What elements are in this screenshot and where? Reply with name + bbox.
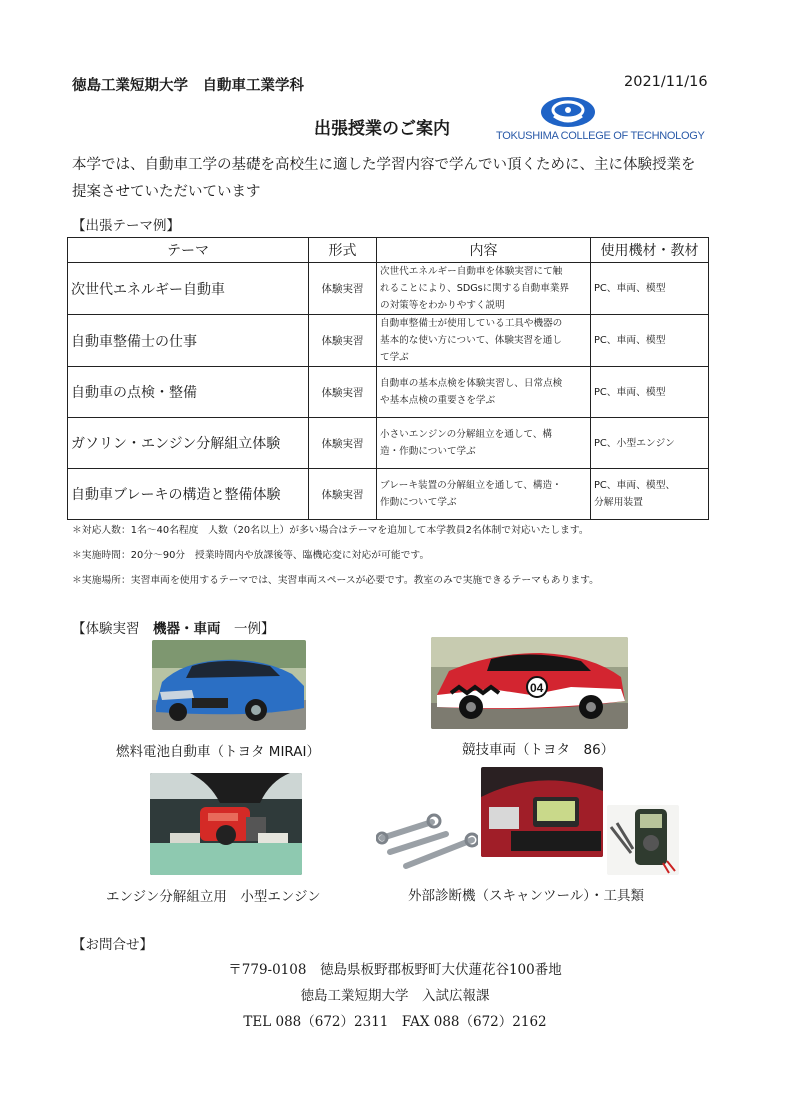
intro-line-2: 提案させていただいています: [72, 184, 261, 200]
scan-tool-photo: [481, 767, 603, 857]
equipment-label-bold: 機器・車両: [153, 621, 221, 637]
table-row: [68, 367, 709, 418]
race-car-photo: [431, 637, 628, 729]
header-content: 内容: [377, 238, 591, 263]
college-logo: [494, 96, 705, 146]
note-location: ＊実施場所：実習車両を使用するテーマでは、実習車両スペースが必要です。教室のみで実施できるテーマもあります。: [72, 575, 599, 586]
equipment-line: PC、車両、模型、: [594, 480, 676, 491]
content-line: 次世代エネルギー自動車を体験実習にて触: [380, 266, 563, 277]
scan-tool-photo-icon: [481, 767, 603, 857]
intro-line-1: 本学では、自動車工学の基礎を高校生に適した学習内容で学んでい頂くために、主に体験授業を: [72, 157, 696, 173]
content-line: 基本的な使い方について、体験実習を通し: [380, 335, 562, 346]
content-line: 造・作動について学ぶ: [380, 446, 476, 457]
content-line: 小さいエンジンの分解組立を通して、構: [380, 429, 553, 440]
scanner-caption: 外部診断機（スキャンツール）・工具類: [408, 888, 644, 904]
content-cell: [377, 263, 591, 315]
table-row: [68, 263, 709, 315]
content-cell: [377, 367, 591, 418]
content-line: や基本点検の重要さを学ぶ: [380, 395, 496, 406]
intro-paragraph: [72, 152, 712, 206]
themes-table-header: [68, 238, 709, 263]
table-row: [68, 418, 709, 469]
content-line: 自動車の基本点検を体験実習し、日常点検: [380, 378, 563, 389]
equipment-section-label: [72, 617, 275, 637]
mirai-caption: 燃料電池自動車（トヨタ MIRAI）: [116, 744, 320, 760]
content-line: の対策等をわかりやすく説明: [380, 300, 505, 311]
format-cell: 体験実習: [309, 418, 377, 469]
theme-cell: 自動車ブレーキの構造と整備体験: [68, 469, 309, 520]
content-cell: [377, 469, 591, 520]
racecar-caption: 競技車両（トヨタ 86）: [462, 742, 615, 758]
themes-table: [67, 237, 709, 520]
mirai-car-photo-icon: [152, 640, 306, 730]
format-cell: 体験実習: [309, 469, 377, 520]
equipment-label-suffix: 一例】: [220, 621, 275, 637]
format-cell: 体験実習: [309, 367, 377, 418]
race-number: 04: [530, 681, 544, 695]
content-line: 作動について学ぶ: [380, 497, 457, 508]
contact-address: 〒779-0108 徳島県板野郡板野町大伏蓮花谷100番地: [228, 962, 562, 978]
table-row: [68, 469, 709, 520]
logo-text: TOKUSHIMA COLLEGE OF TECHNOLOGY: [496, 130, 705, 142]
page-title: 出張授業のご案内: [314, 119, 450, 139]
wrench-tools-photo: [376, 808, 478, 874]
college-logo-icon: [494, 96, 654, 132]
content-line: 自動車整備士が使用している工具や機器の: [380, 318, 563, 329]
small-engine-photo-icon: [150, 773, 302, 875]
note-duration: ＊実施時間：20分～90分 授業時間内や放課後等、臨機応変に対応が可能です。: [72, 550, 430, 561]
equipment-cell: PC、小型エンジン: [591, 418, 709, 469]
content-cell: [377, 418, 591, 469]
multimeter-photo-icon: [607, 805, 679, 875]
contact-office: 徳島工業短期大学 入試広報課: [300, 988, 490, 1004]
theme-cell: 自動車の点検・整備: [68, 367, 309, 418]
note-capacity: ＊対応人数：1名～40名程度 人数（20名以上）が多い場合はテーマを追加して本学教員2名体制で対応いたします。: [72, 525, 589, 536]
engine-caption: エンジン分解組立用 小型エンジン: [106, 889, 321, 905]
contact-phone: TEL 088（672）2311 FAX 088（672）2162: [243, 1014, 547, 1030]
equipment-cell: PC、車両、模型: [591, 263, 709, 315]
equipment-cell: PC、車両、模型: [591, 367, 709, 418]
header-equipment: 使用機材・教材: [591, 238, 709, 263]
equipment-cell: [591, 469, 709, 520]
table-row: [68, 315, 709, 367]
format-cell: 体験実習: [309, 315, 377, 367]
wrench-tools-photo-icon: [376, 808, 478, 874]
content-line: れることにより、SDGsに関する自動車業界: [380, 283, 570, 294]
theme-cell: 次世代エネルギー自動車: [68, 263, 309, 315]
race-car-photo-icon: [431, 637, 628, 729]
equipment-cell: PC、車両、模型: [591, 315, 709, 367]
equipment-label-prefix: 【体験実習: [72, 621, 153, 637]
institution-name: 徳島工業短期大学 自動車工業学科: [72, 78, 304, 94]
content-line: ブレーキ装置の分解組立を通して、構造・: [380, 480, 562, 491]
theme-cell: ガソリン・エンジン分解組立体験: [68, 418, 309, 469]
header-theme: テーマ: [68, 238, 309, 263]
content-line: て学ぶ: [380, 352, 409, 363]
theme-cell: 自動車整備士の仕事: [68, 315, 309, 367]
mirai-car-photo: [152, 640, 306, 730]
document-date: 2021/11/16: [624, 74, 708, 90]
themes-section-label: 【出張テーマ例】: [72, 218, 180, 234]
content-cell: [377, 315, 591, 367]
small-engine-photo: [150, 773, 302, 875]
contact-section-label: 【お問合せ】: [72, 937, 153, 953]
header-format: 形式: [309, 238, 377, 263]
multimeter-photo: [607, 805, 679, 875]
format-cell: 体験実習: [309, 263, 377, 315]
equipment-line: 分解用装置: [594, 497, 643, 508]
